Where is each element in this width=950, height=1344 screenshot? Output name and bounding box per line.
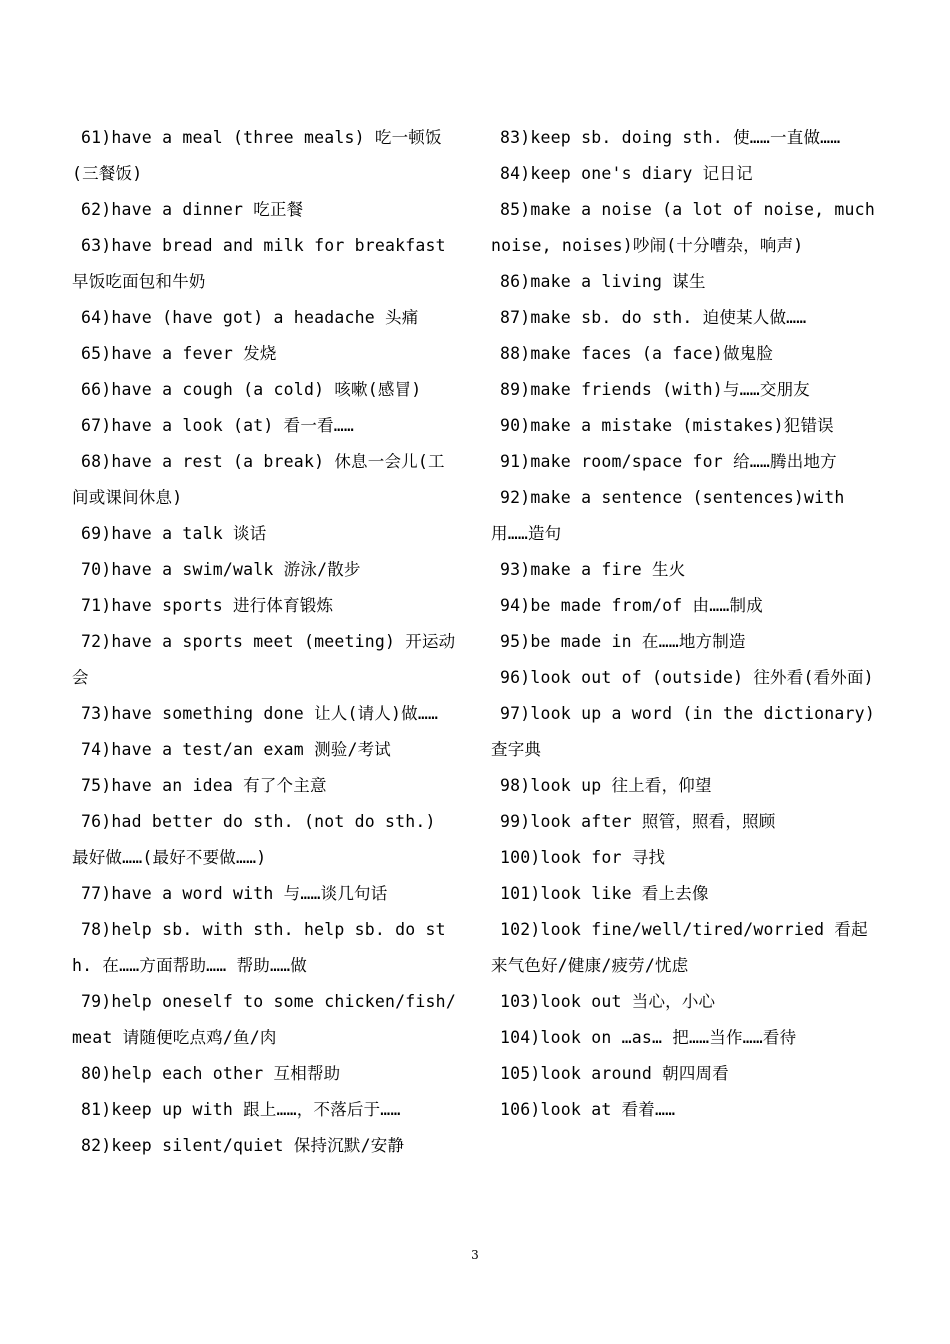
phrase-entry: 78)help sb. with sth. help sb. do sth. 在……方面帮助…… 帮助……做 xyxy=(72,920,446,975)
phrase-entry: 72)have a sports meet (meeting) 开运动会 xyxy=(72,632,456,687)
phrase-entry: 75)have an idea 有了个主意 xyxy=(81,776,327,795)
phrase-entry: 89)make friends (with)与……交朋友 xyxy=(500,380,811,399)
phrase-entry: 66)have a cough (a cold) 咳嗽(感冒) xyxy=(81,380,422,399)
phrase-entry: 82)keep silent/quiet 保持沉默/安静 xyxy=(81,1136,405,1155)
phrase-entry: 74)have a test/an exam 测验/考试 xyxy=(81,740,392,759)
phrase-entry: 80)help each other 互相帮助 xyxy=(81,1064,341,1083)
phrase-entry: 98)look up 往上看，仰望 xyxy=(500,776,712,795)
phrase-entry: 96)look out of (outside) 往外看(看外面) xyxy=(500,668,874,687)
phrase-entry: 76)had better do sth. (not do sth.) 最好做……(最好不要做……) xyxy=(72,812,436,867)
phrase-entry: 61)have a meal (three meals) 吃一顿饭(三餐饭) xyxy=(72,128,442,183)
phrase-entry: 95)be made in 在……地方制造 xyxy=(500,632,746,651)
phrase-entry: 90)make a mistake (mistakes)犯错误 xyxy=(500,416,834,435)
phrase-entry: 67)have a look (at) 看一看…… xyxy=(81,416,355,435)
phrase-entry: 64)have (have got) a headache 头痛 xyxy=(81,308,419,327)
phrase-entry: 69)have a talk 谈话 xyxy=(81,524,267,543)
phrase-entry: 105)look around 朝四周看 xyxy=(500,1064,729,1083)
right-column xyxy=(491,120,879,1128)
phrase-entry: 104)look on …as… 把……当作……看待 xyxy=(500,1028,797,1047)
phrase-entry: 106)look at 看着…… xyxy=(500,1100,676,1119)
phrase-entry: 62)have a dinner 吃正餐 xyxy=(81,200,304,219)
phrase-entry: 77)have a word with 与……谈几句话 xyxy=(81,884,388,903)
phrase-entry: 100)look for 寻找 xyxy=(500,848,666,867)
phrase-entry: 68)have a rest (a break) 休息一会儿(工间或课间休息) xyxy=(72,452,445,507)
phrase-entry: 86)make a living 谋生 xyxy=(500,272,706,291)
phrase-entry: 83)keep sb. doing sth. 使……一直做…… xyxy=(500,128,841,147)
phrase-entry: 88)make faces (a face)做鬼脸 xyxy=(500,344,774,363)
page-number: 3 xyxy=(471,1248,479,1262)
phrase-entry: 91)make room/space for 给……腾出地方 xyxy=(500,452,837,471)
phrase-entry: 92)make a sentence (sentences)with 用……造句 xyxy=(491,488,845,543)
phrase-entry: 84)keep one's diary 记日记 xyxy=(500,164,753,183)
phrase-entry: 94)be made from/of 由……制成 xyxy=(500,596,763,615)
phrase-entry: 81)keep up with 跟上……，不落后于…… xyxy=(81,1100,401,1119)
phrase-entry: 102)look fine/well/tired/worried 看起来气色好/健康/疲劳/忧虑 xyxy=(491,920,868,975)
phrase-entry: 93)make a fire 生火 xyxy=(500,560,686,579)
phrase-entry: 97)look up a word (in the dictionary) 查字典 xyxy=(491,704,875,759)
phrase-entry: 71)have sports 进行体育锻炼 xyxy=(81,596,334,615)
phrase-entry: 73)have something done 让人(请人)做…… xyxy=(81,704,439,723)
phrase-entry: 85)make a noise (a lot of noise, much noise, noises)吵闹(十分嘈杂，响声) xyxy=(491,200,875,255)
phrase-entry: 63)have bread and milk for breakfast 早饭吃面包和牛奶 xyxy=(72,236,446,291)
phrase-entry: 103)look out 当心，小心 xyxy=(500,992,716,1011)
left-column xyxy=(72,120,460,1164)
phrase-entry: 79)help oneself to some chicken/fish/meat 请随便吃点鸡/鱼/肉 xyxy=(72,992,456,1047)
phrase-entry: 99)look after 照管，照看，照顾 xyxy=(500,812,776,831)
phrase-entry: 87)make sb. do sth. 迫使某人做…… xyxy=(500,308,807,327)
phrase-entry: 70)have a swim/walk 游泳/散步 xyxy=(81,560,361,579)
phrase-entry: 65)have a fever 发烧 xyxy=(81,344,277,363)
phrase-entry: 101)look like 看上去像 xyxy=(500,884,709,903)
